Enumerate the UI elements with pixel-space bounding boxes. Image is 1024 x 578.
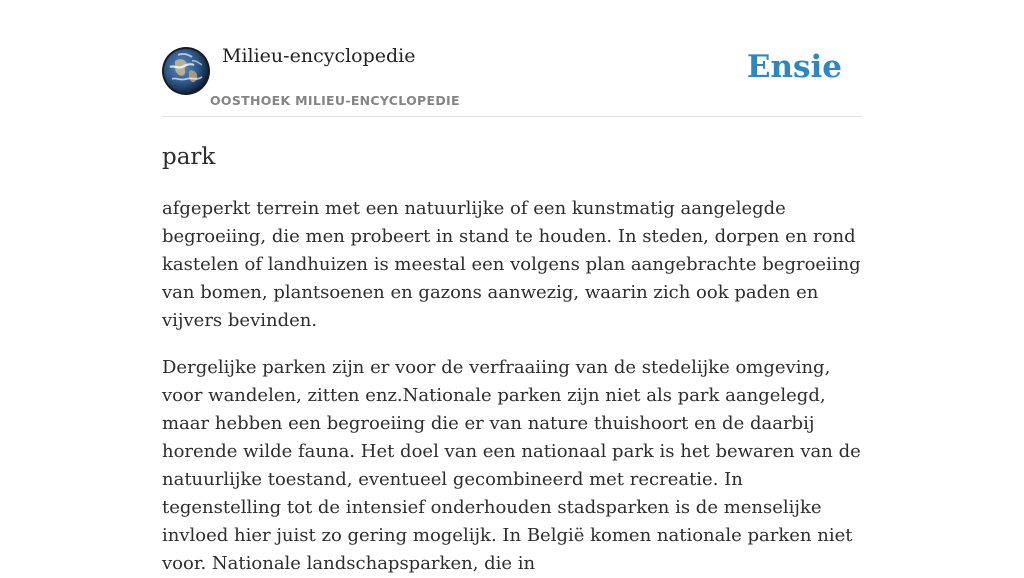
article-paragraph: Dergelijke parken zijn er voor de verfraaiing van de stedelijke omgeving, voor wandelen, zitten enz.Nationale parken zijn niet als park aangelegd, maar hebben een begroeiing die er van nature thuishoort en de daarbij horende wilde fauna. Het doel van een nationaal park is het bewaren van de natuurlijke toestand, eventueel gecombineerd met recreatie. In tegenstelling tot de intensief onderhouden stadsparken is de menselijke invloed hier juist zo gering mogelijk. In België komen nationale parken niet voor. Nationale landschapsparken, die in (162, 357, 861, 574)
site-subtitle-link[interactable]: OOSTHOEK MILIEU-ENCYCLOPEDIE (210, 93, 460, 108)
content-container (162, 0, 862, 578)
site-header (162, 0, 862, 117)
earth-globe-icon[interactable] (162, 47, 210, 95)
article (162, 142, 862, 578)
ensie-brand-logo[interactable]: Ensie (746, 49, 842, 85)
site-name-link[interactable]: Milieu-encyclopedie (222, 45, 416, 67)
article-title: park (162, 144, 216, 170)
article-paragraph: afgeperkt terrein met een natuurlijke of een kunstmatig aangelegde begroeiing, die men probeert in stand te houden. In steden, dorpen en rond kastelen of landhuizen is meestal een volgens plan aangebrachte begroeiing van bomen, plantsoenen en gazons aanwezig, waarin zich ook paden en vijvers bevinden. (162, 198, 861, 331)
